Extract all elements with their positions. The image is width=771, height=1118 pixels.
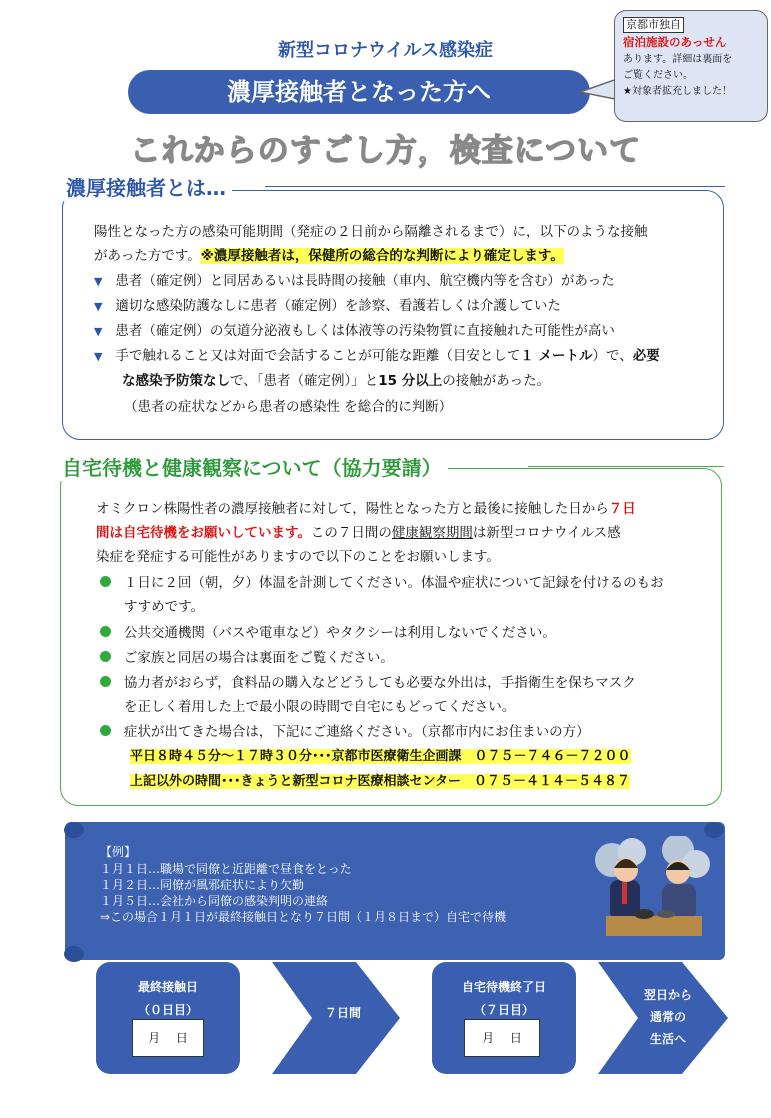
list-item-text: 患者（確定例）と同居あるいは長時間の接触（車内、航空機内等を含む）があった (115, 273, 615, 289)
triangle-bullet-icon: ▼ (94, 350, 103, 363)
list-item (94, 344, 660, 369)
arrow-label: 翌日から (643, 988, 692, 1002)
contact-weekday (130, 746, 631, 768)
date-field: 月 日 (464, 1019, 540, 1057)
green-bullet-icon (100, 725, 111, 736)
callout-tag: 京都市独自 (623, 17, 684, 33)
list-item-text: 症状が出てきた場合は，下記にご連絡ください。（京都市内にお住まいの方） (123, 724, 590, 740)
list-item (94, 319, 615, 344)
last-contact-day-box (96, 962, 240, 1074)
heading-rule (265, 186, 725, 187)
home-wait-request: 間は自宅待機をお願いしています。 (96, 525, 311, 541)
list-item-text: 適切な感染防護なしに患者（確定例）を診察、看護若しくは介護していた (115, 298, 561, 314)
list-item (100, 621, 556, 645)
callout-highlight: 宿泊施設のあっせん (623, 35, 727, 49)
list-item-cont: すすめです。 (124, 599, 205, 615)
emphasis: 必要 (632, 348, 660, 364)
section2-heading-wrap (56, 452, 448, 481)
green-bullet-icon (100, 626, 111, 637)
list-item-text: ご家族と同居の場合は裏面をご覧ください。 (123, 650, 394, 666)
intro-text: この７日間の (310, 525, 392, 541)
intro-text: オミクロン株陽性者の濃厚接触者に対して，陽性となった方と最後に接触した日から (96, 501, 609, 517)
list-item-text: 患者（確定例）の気道分泌液もしくは体液等の汚染物質に直接触れた可能性が高い (115, 323, 615, 339)
triangle-bullet-icon: ▼ (94, 300, 103, 313)
list-item-text: の接触があった。 (442, 373, 551, 389)
observation-period: 健康観察期間 (391, 525, 473, 541)
list-item (100, 571, 664, 595)
normal-life-label (630, 984, 706, 1050)
example-line: ⇒この場合１月１日が最終接触日となり７日間（１月８日まで）自宅で待機 (100, 910, 507, 924)
example-line: １月１日…職場で同僚と近距離で昼食をとった (100, 862, 352, 876)
heading-rule (528, 466, 724, 467)
box-label: （０日目） (137, 1003, 198, 1017)
intro-text: 染症を発症する可能性がありますので以下のことをお願いします。 (96, 549, 500, 565)
arrow-label: 生活へ (649, 1032, 686, 1046)
list-item-cont: を正しく着用した上で最小限の時間で自宅にもどってください。 (124, 699, 516, 715)
list-item (100, 671, 636, 695)
green-bullet-icon (100, 651, 111, 662)
list-item-text: 協力者がおらず，食料品の購入などどうしても必要な外出は，手指衛生を保ちマスク (123, 675, 636, 691)
box-label: 最終接触日 (137, 980, 198, 994)
arrow-label: ７日間 (324, 1006, 361, 1020)
time-value: 15 分以上 (378, 373, 443, 389)
title-banner: 濃厚接触者となった方へ (128, 70, 590, 114)
triangle-bullet-icon: ▼ (94, 275, 103, 288)
seven-days: ７日 (608, 501, 636, 517)
confirm-note: ※濃厚接触者は，保健所の総合的な判断により確定します。 (200, 248, 564, 264)
box-label: 自宅待機終了日 (461, 980, 546, 994)
list-item-text: ）で、 (592, 348, 633, 364)
distance-value: １ メートル (520, 348, 593, 364)
green-bullet-icon (100, 576, 111, 587)
list-item (94, 269, 615, 294)
list-item-cont (122, 369, 550, 393)
list-item-text: で、「患者（確定例）」と (230, 373, 379, 389)
example-line: １月２日…同僚が風邪症状により欠勤 (100, 878, 305, 892)
section1-heading: 濃厚接触者とは… (66, 176, 226, 200)
date-field: 月 日 (132, 1019, 204, 1057)
list-item-text: １日に２回（朝，夕）体温を計測してください。体温や症状について記録を付けるのもお (123, 575, 664, 591)
callout-line: ご覧ください。 (623, 70, 693, 81)
contact-other (130, 771, 630, 793)
people-eating-illustration (592, 836, 716, 940)
example-line: １月５日…会社から同僚の感染判明の連絡 (100, 894, 329, 908)
triangle-bullet-icon: ▼ (94, 325, 103, 338)
arrow-label: 通常の (649, 1010, 686, 1024)
section1-heading-wrap (60, 172, 232, 201)
outlined-title: これからのすごし方，検査について (129, 133, 642, 169)
lodging-callout (614, 10, 768, 122)
list-item-text: 手で触れること又は対面で会話することが可能な距離（目安として (115, 348, 521, 364)
intro-text: は新型コロナウイルス感 (472, 525, 621, 541)
section2-intro (96, 497, 636, 569)
callout-line: あります。詳細は裏面を (623, 54, 733, 65)
section1-intro (94, 220, 648, 268)
intro-text: 陽性となった方の感染可能期間（発症の２日前から隔離されるまで）に，以下のような接触 (94, 224, 648, 240)
list-item (94, 294, 561, 319)
subtitle: 新型コロナウイルス感染症 (278, 40, 493, 61)
contact-text: 上記以外の時間･･･きょうと新型コロナ医療相談センター ０７５－４１４－５４８７ (130, 774, 630, 789)
home-wait-end-box (432, 962, 576, 1074)
emphasis: な感染予防策なし (122, 373, 230, 389)
example-label: 【例】 (100, 845, 137, 859)
callout-line: ★対象者拡充しました！ (623, 86, 732, 97)
list-item (100, 646, 394, 670)
section2-heading: 自宅待機と健康観察について（協力要請） (62, 456, 442, 480)
judgement-note: （患者の症状などから患者の感染性 を総合的に判断） (124, 399, 453, 415)
list-item (100, 720, 590, 744)
intro-text: があった方です。 (94, 248, 201, 264)
box-label: （７日目） (473, 1003, 534, 1017)
list-item-text: 公共交通機関（バスや電車など）やタクシーは利用しないでください。 (123, 625, 556, 641)
green-bullet-icon (100, 676, 111, 687)
contact-text: 平日８時４５分～１７時３０分･･･京都市医療衛生企画課 ０７５－７４６－７２００ (130, 749, 631, 764)
